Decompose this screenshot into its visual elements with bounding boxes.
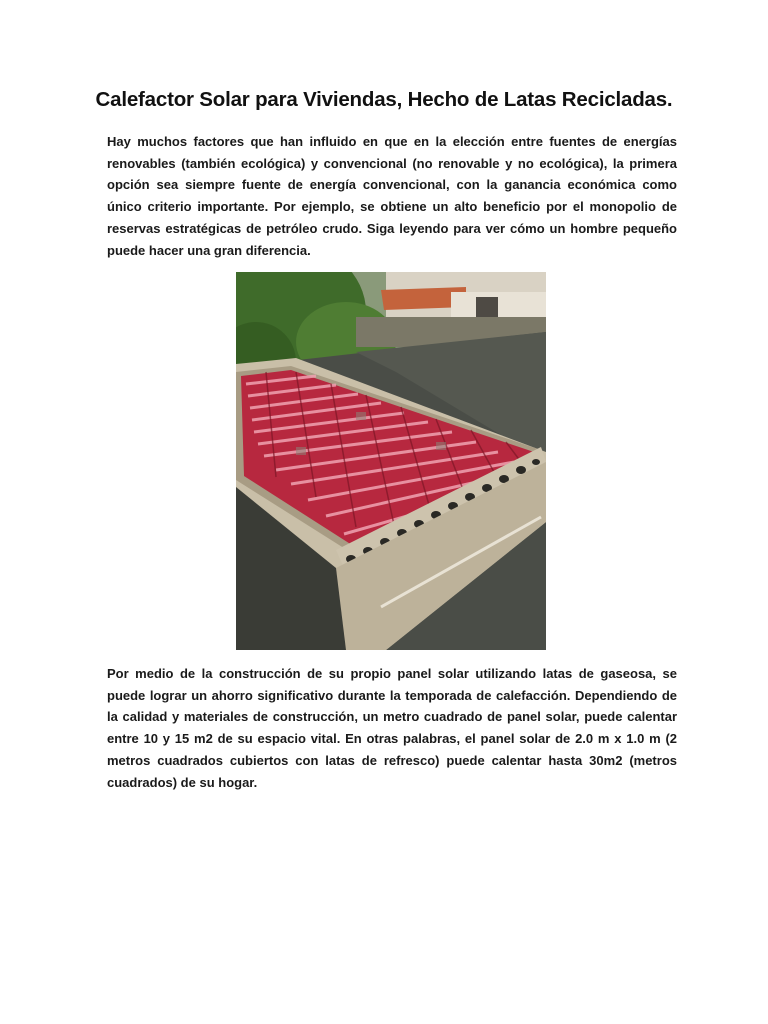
solar-panel-photo (236, 272, 546, 650)
body-paragraph: Por medio de la construcción de su propio panel solar utilizando latas de gaseosa, se puede lograr un ahorro significativo durante la temporada de calefacción. Dependiendo de la calidad y materiales de construcción, un metro cuadrado de panel solar, puede calentar entre 10 y 15 m2 de su espacio vital. En otras palabras, el panel solar de 2.0 m x 1.0 m (2 metros cuadrados cubiertos con latas de refresco) puede calentar hasta 30m2 (metros cuadrados) de su hogar. (107, 666, 677, 790)
intro-paragraph: Hay muchos factores que han influido en que en la elección entre fuentes de energías renovables (también ecológica) y convencional (no renovable y no ecológica), la primera opción sea siempre fuente de energía convencional, con la ganancia económica como único criterio importante. Por ejemplo, se obtiene un alto beneficio por el monopolio de reservas estratégicas de petróleo crudo. Siga leyendo para ver cómo un hombre pequeño puede hacer una gran diferencia. (107, 134, 677, 258)
page-title: Calefactor Solar para Viviendas, Hecho de Latas Recicladas. (95, 88, 673, 111)
